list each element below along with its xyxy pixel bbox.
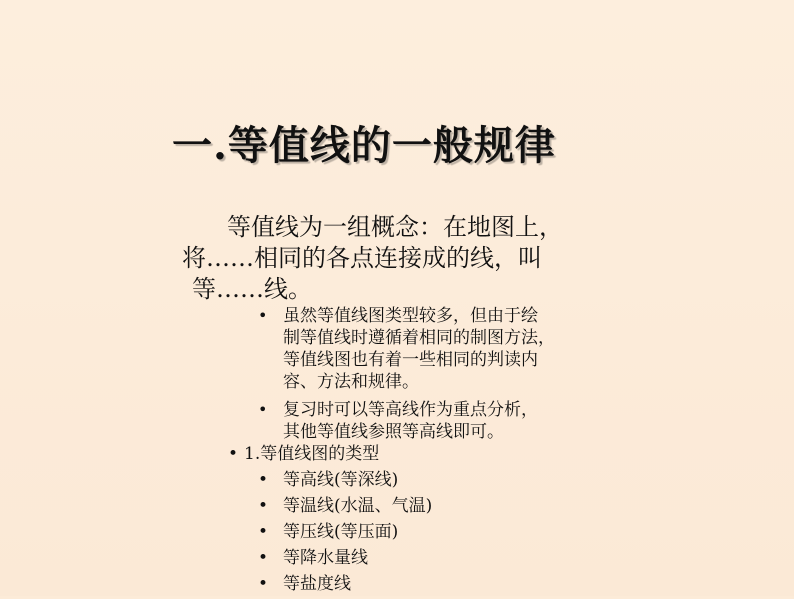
note-line: 其他等值线参照等高线即可。 bbox=[283, 422, 504, 442]
type-item bbox=[258, 521, 432, 547]
type-label: 等盐度线 bbox=[283, 574, 351, 594]
note-item bbox=[258, 399, 598, 443]
intro-line: 等值线为一组概念：在地图上， bbox=[227, 213, 563, 241]
bullet-icon: • bbox=[258, 548, 269, 568]
note-line: 容、方法和规律。 bbox=[283, 372, 419, 392]
bullet-icon: • bbox=[258, 496, 269, 516]
type-label: 等降水量线 bbox=[283, 548, 368, 568]
note-line: 制等值线时遵循着相同的制图方法， bbox=[283, 328, 555, 348]
type-item bbox=[258, 573, 432, 599]
note-item bbox=[258, 305, 598, 393]
intro-line: 等……线。 bbox=[192, 275, 312, 303]
types-list bbox=[258, 469, 432, 599]
note-line: 虽然等值线图类型较多，但由于绘 bbox=[283, 306, 538, 326]
section-heading-text: 1.等值线图的类型 bbox=[244, 444, 380, 464]
bullet-icon: • bbox=[258, 400, 268, 419]
intro-line: 将……相同的各点连接成的线，叫 bbox=[182, 244, 542, 272]
note-line: 复习时可以等高线作为重点分析， bbox=[283, 400, 538, 420]
type-item bbox=[258, 469, 432, 495]
intro-paragraph bbox=[182, 212, 602, 305]
bullet-icon: • bbox=[228, 444, 239, 464]
bullet-icon: • bbox=[258, 306, 268, 325]
type-label: 等压线(等压面) bbox=[283, 522, 399, 542]
slide-title: 一.等值线的一般规律 bbox=[172, 122, 556, 169]
section-heading bbox=[228, 443, 379, 465]
type-label: 等高线(等深线) bbox=[283, 470, 399, 490]
type-label: 等温线(水温、气温) bbox=[283, 496, 433, 516]
notes-list bbox=[258, 305, 598, 449]
type-item bbox=[258, 547, 432, 573]
bullet-icon: • bbox=[258, 522, 269, 542]
type-item bbox=[258, 495, 432, 521]
note-line: 等值线图也有着一些相同的判读内 bbox=[283, 350, 538, 370]
bullet-icon: • bbox=[258, 470, 269, 490]
bullet-icon: • bbox=[258, 574, 269, 594]
